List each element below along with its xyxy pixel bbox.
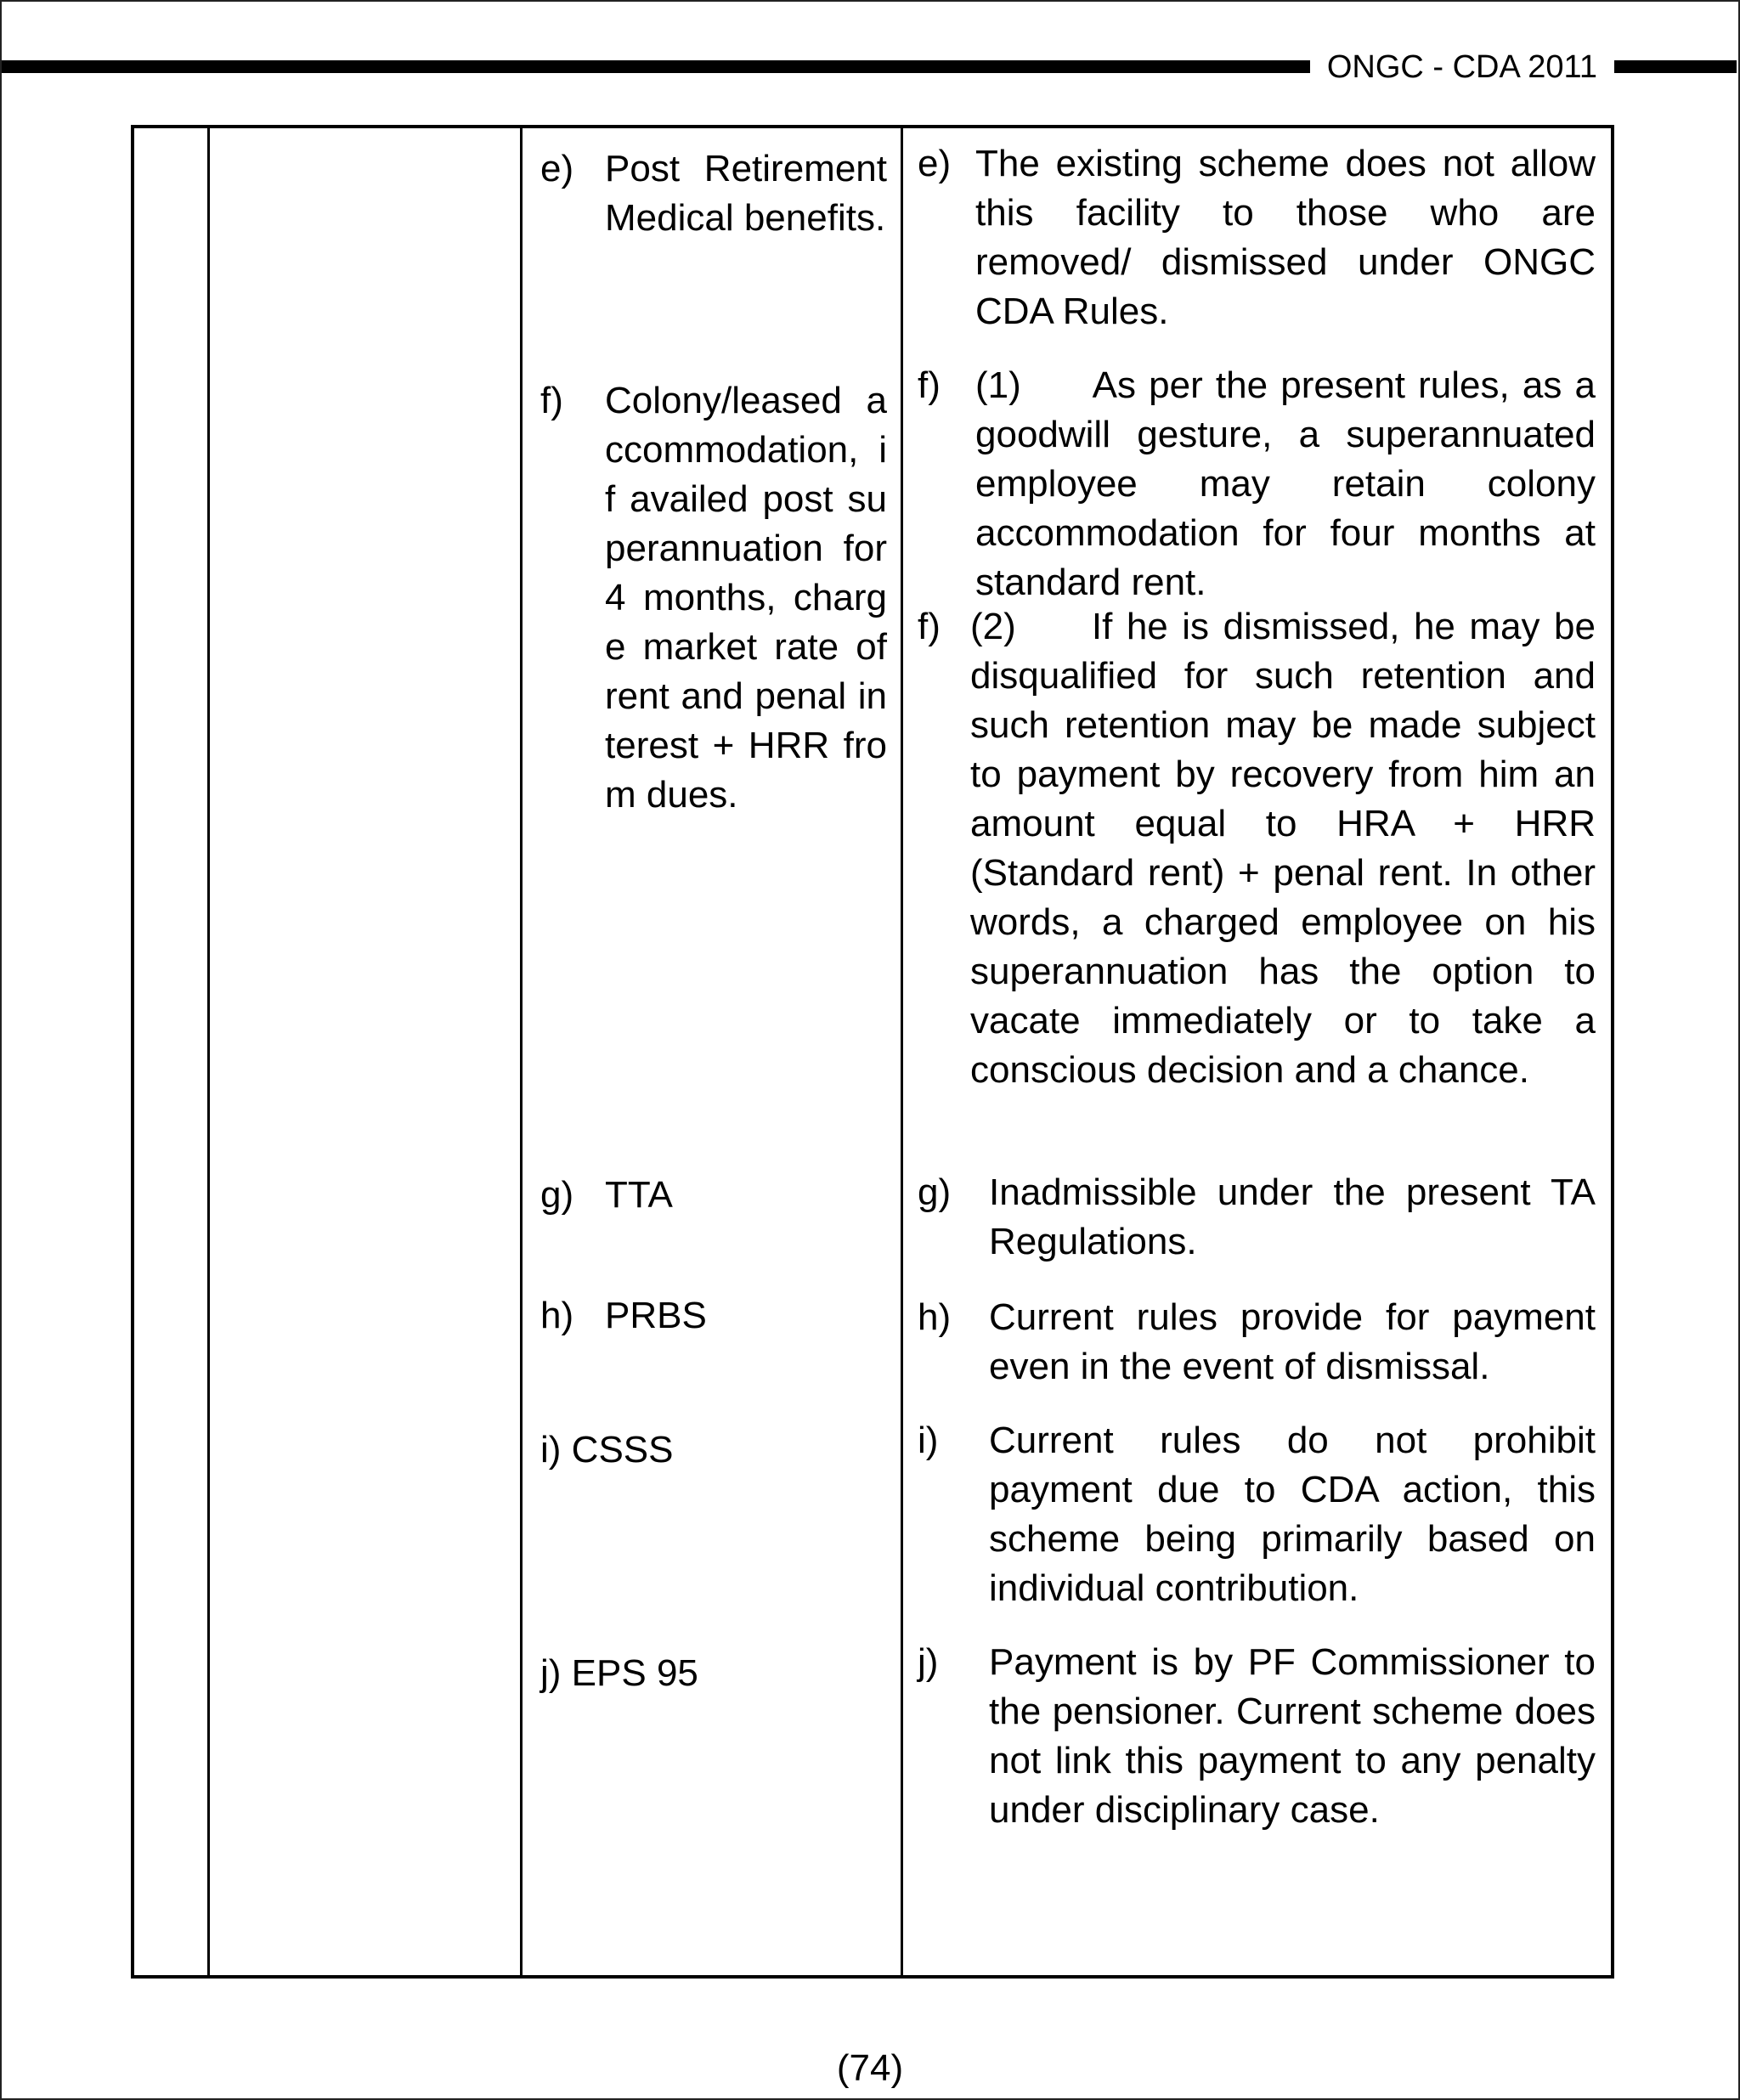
benefit-cell-j [540,1649,887,1698]
page-number: (74) [836,2047,904,2089]
benefit-text: PRBS [605,1295,707,1336]
benefit-label: e) [540,148,574,189]
document-title: ONGC - CDA 2011 [1310,48,1614,86]
benefit-cell-i [540,1425,887,1475]
benefit-label: g) [540,1174,574,1216]
remark-subitem-2 [970,602,1596,1095]
benefit-text: EPS 95 [571,1652,698,1694]
benefit-cell-g [540,1171,887,1220]
remark-text: Inadmissible under the present TA Regulations. [989,1171,1596,1262]
remark-text: The existing scheme does not allow this facility to those who are removed/ dismissed under ONGC CDA Rules. [975,143,1596,332]
benefit-text: TTA [605,1174,673,1216]
remark-sub-1-label: (1) [975,364,1021,406]
benefit-cell-h [540,1291,887,1341]
remark-label-2: f) [918,606,941,647]
remark-cell-j [918,1638,1596,1835]
benefit-label: h) [540,1295,574,1336]
column-divider-3 [901,125,903,1979]
remark-label: f) [918,364,941,406]
remark-cell-g [918,1168,1596,1267]
remark-sub-2-text: If he is dismissed, he may be disqualified for such retention and such retention may be made subject to payment by recovery from him an amount equal to HRA + HRR (Standard rent) + penal rent. In other words, a charged employee on his superannuation has the option to vacate immediately or to take a conscious decision and a chance. [970,606,1596,1091]
benefit-cell-e [540,144,887,243]
benefit-label: f) [540,380,563,421]
benefit-text: Post Retirement Medical benefits. [605,148,887,239]
remark-text: Current rules provide for payment even in the event of dismissal. [989,1296,1596,1387]
remark-cell-i [918,1416,1596,1613]
remark-text: Current rules do not prohibit payment due to CDA action, this scheme being primarily based on individual contribution. [989,1420,1596,1609]
remark-label: j) [918,1641,939,1683]
remark-label: h) [918,1296,952,1338]
remark-subitem-1 [975,361,1596,607]
remark-sub-1-text: As per the present rules, as a goodwill gesture, a superannuated employee may retain colony accommodation for four months at standard rent. [975,364,1596,603]
remark-sub-2-label: (2) [970,606,1016,647]
benefit-text: CSSS [571,1429,674,1471]
remark-label: g) [918,1171,952,1213]
remark-label: e) [918,143,952,184]
remark-cell-f-2 [918,602,1596,1095]
remark-text: Payment is by PF Commissioner to the pensioner. Current scheme does not link this payment to any penalty under disciplinary case. [989,1641,1596,1831]
remark-cell-e [918,139,1596,336]
remark-cell-f-1 [918,361,1596,607]
benefit-cell-f [540,376,887,820]
benefit-label: i) [540,1429,562,1471]
benefit-label: j) [540,1652,562,1694]
benefit-text: Colony/leased accommodation, if availed post superannuation for 4 months, charge market rate of rent and penal interest + HRR from dues. [605,380,887,816]
remark-cell-h [918,1293,1596,1392]
remark-label: i) [918,1420,939,1461]
column-divider-1 [207,125,210,1979]
column-divider-2 [520,125,523,1979]
